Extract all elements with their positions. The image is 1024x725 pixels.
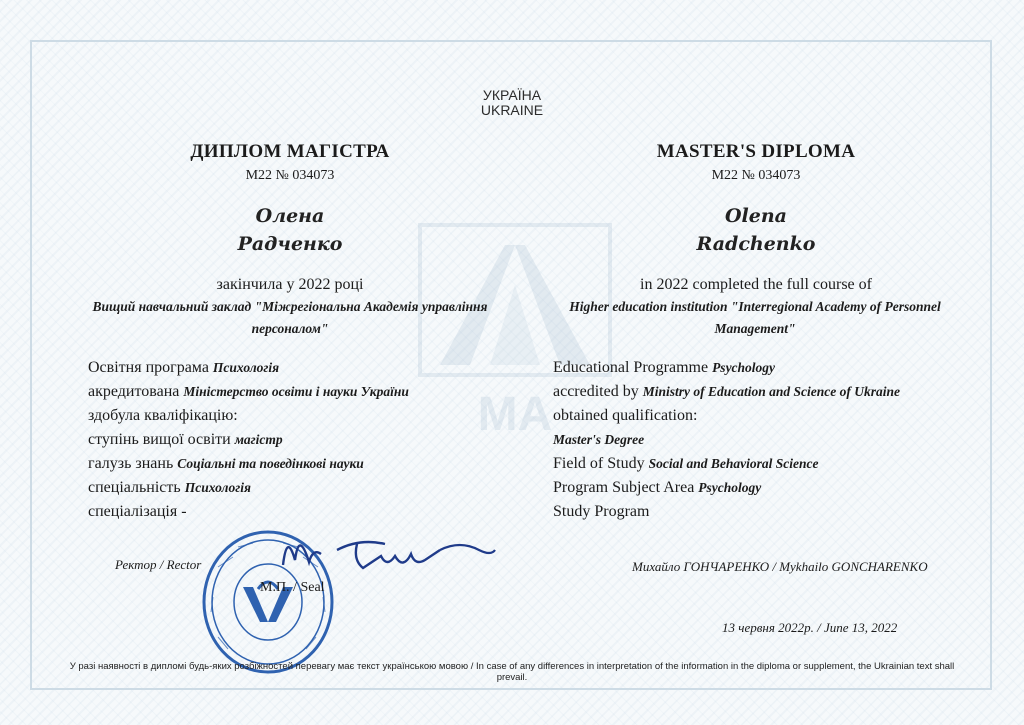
field-qualification-ua: здобула кваліфікацію: — [88, 407, 238, 424]
fields-en — [553, 356, 993, 524]
rector-label: Ректор / Rector — [115, 557, 202, 572]
rector-signature-icon — [265, 520, 505, 590]
signatory-name: Михайло ГОНЧАРЕНКО / Mykhailo GONCHARENKO — [632, 559, 928, 574]
diploma-number-ua: М22 № 034073 — [245, 168, 335, 183]
svg-text:MA: MA — [477, 388, 553, 441]
footnote-line1: У разі наявності в дипломі будь-яких розбіжностей перевагу має текст українською мовою / In case of any differences in interpretation of the information in the diploma or supplement, the Ukrainian text shall — [69, 661, 955, 672]
field-specialty-ua: спеціальність Психологія — [88, 479, 251, 496]
institution-en-line1: Higher education institution "Interregional Academy of Personnel — [569, 299, 941, 314]
institution-ua-line1: Вищий навчальний заклад "Міжрегіональна Академія управління — [92, 299, 488, 314]
field-study-area-en: Field of Study Social and Behavioral Science — [553, 455, 819, 472]
institution-en-line2: Management" — [714, 321, 796, 336]
last-name-ua: Радченко — [237, 233, 343, 255]
field-subject-area-en: Program Subject Area Psychology — [553, 479, 762, 496]
field-degree-ua: ступінь вищої освіти магістр — [88, 431, 283, 448]
first-name-ua: Олена — [255, 205, 325, 227]
field-study-area-ua: галузь знань Соціальні та поведінкові науки — [88, 455, 364, 472]
first-name-en: Olena — [725, 205, 787, 227]
title-en: MASTER'S DIPLOMA — [656, 141, 856, 162]
fields-ua — [88, 356, 508, 524]
field-specialization-ua: спеціалізація - — [88, 503, 187, 520]
issue-date: 13 червня 2022р. / June 13, 2022 — [722, 620, 898, 635]
seal-label: М.П. / Seal — [260, 580, 325, 595]
completed-en: in 2022 completed the full course of — [640, 276, 872, 293]
field-accredited-en: accredited by Ministry of Education and Science of Ukraine — [553, 383, 900, 400]
diploma-number-en: M22 № 034073 — [711, 168, 801, 183]
field-programme-en: Educational Programme Psychology — [553, 359, 776, 376]
country-ua: УКРАЇНА — [482, 87, 542, 103]
field-qualification-en: obtained qualification: — [553, 407, 698, 424]
field-study-program-en: Study Program — [553, 503, 650, 520]
completed-ua: закінчила у 2022 році — [216, 276, 364, 293]
footnote-line2: prevail. — [496, 672, 528, 683]
institution-ua-line2: персоналом" — [251, 321, 329, 336]
last-name-en: Radchenko — [696, 233, 816, 255]
field-degree-en: Master's Degree — [553, 432, 645, 447]
country-en: UKRAINE — [480, 102, 544, 118]
title-ua: ДИПЛОМ МАГІСТРА — [190, 141, 390, 162]
field-accredited-ua: акредитована Міністерство освіти і науки України — [88, 383, 409, 400]
field-programme-ua: Освітня програма Психологія — [88, 359, 280, 376]
